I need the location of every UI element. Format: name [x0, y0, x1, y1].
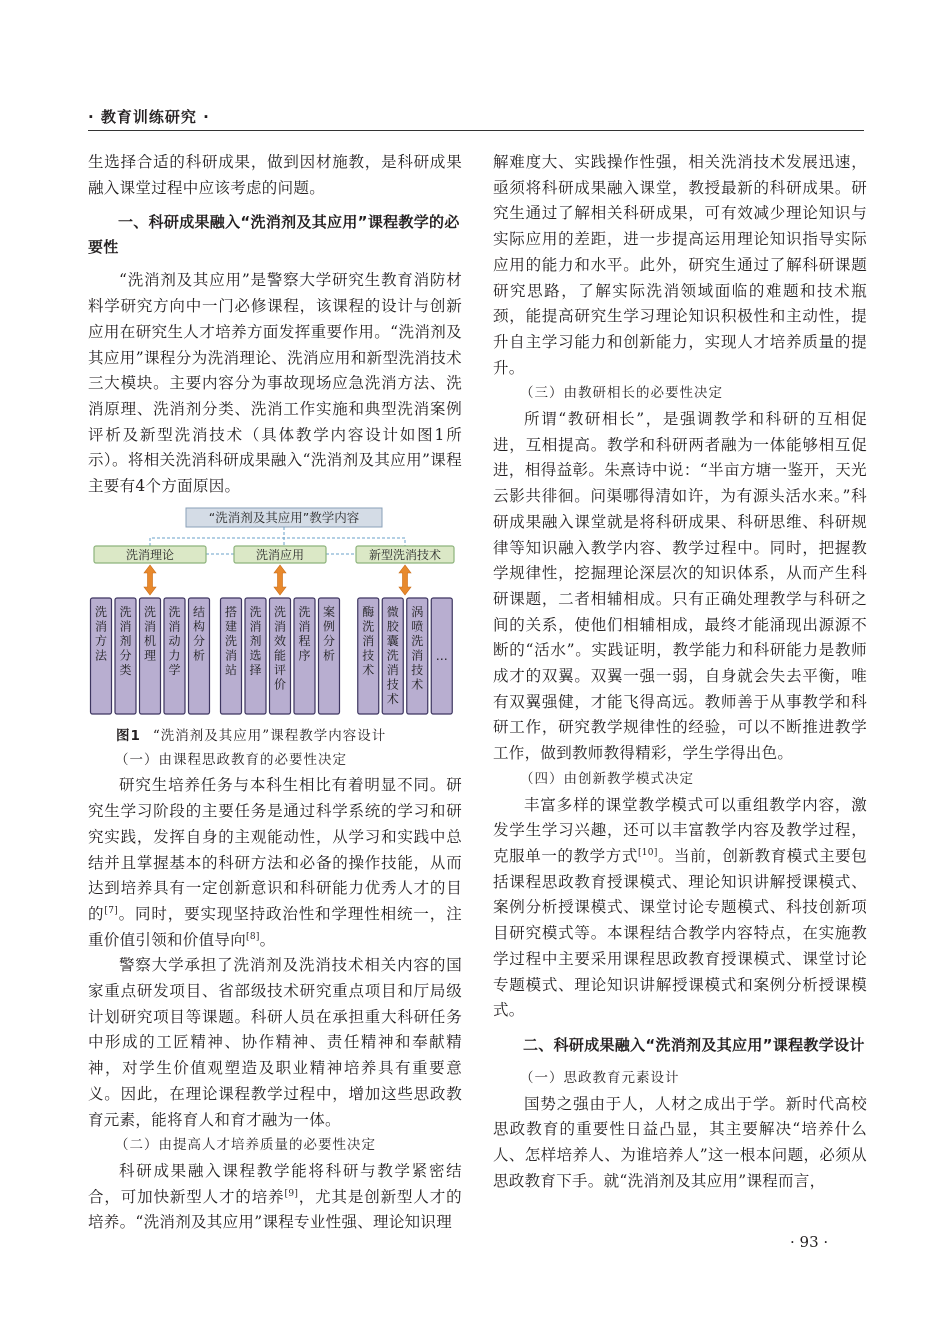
paragraph-subsection-1a: 研究生培养任务与本科生相比有着明显不同。研究生学习阶段的主要任务是通过科学系统的学习和研究实践，发挥自身的主观能动性，从学习和实践中总结并且掌握基本的科研方法和必备的操作技能，从而达到培养具有一定创新意识和科研能力优秀人才的目的[7]。同时，要实现坚持政治性和学理性相统一，注重价值引领和价值导向[8]。 — [88, 776, 462, 949]
paragraph-subsection-2a: 科研成果融入课程教学能将科研与教学紧密结合，可加快新型人才的培养[9]，尤其是创新型人才的培养。“洗消剂及其应用”课程专业性强、理论知识理 — [88, 1161, 462, 1232]
module-label-3: 新型洗消技术 — [368, 547, 442, 562]
teaching-content-diagram — [88, 502, 462, 720]
item-label-2-2: 洗消剂选择 — [249, 604, 262, 677]
citation-10: [10] — [637, 847, 658, 858]
journal-header: · 教育训练研究 · — [88, 108, 210, 126]
figure-1-caption — [88, 724, 462, 748]
module-arrow-2 — [274, 565, 286, 595]
subsection-1-title: （一）由课程思政教育的必要性决定 — [115, 751, 347, 768]
subsection-3-title: （三）由教研相长的必要性决定 — [520, 385, 723, 402]
item-label-2-5: 案例分析 — [322, 604, 336, 663]
module-label-1: 洗消理论 — [125, 547, 175, 562]
paragraph-subsection-3: 所谓“教研相长”，是强调教学和科研的互相促进，互相提高。教学和科研两者融为一体能够相互促进，相得益彰。朱熹诗中说：“半亩方塘一鉴开，天光云影共徘徊。问渠哪得清如许，为有源头活水来。”科研成果融入课堂就是将科研成果、科研思维、科研规律等知识融入教学内容、教学过程中。同时，把握教学规律性，挖掘理论深层次的知识体系，从而产生科研课题，二者相辅相成。只有正确处理教学与科研之间的关系，使他们相辅相成，最终才能涌现出源源不断的“活水”。实践证明，教学能力和科研能力是教师成才的双翼。双翼一强一弱，自身就会失去平衡，唯有双翼强健，才能飞得高远。教师善于从事教学和科研工作，研究教学规律性的经验，可以不断推进教学工作，做到教师教得精彩，学生学得出色。 — [493, 410, 867, 763]
paragraph-subsection-4: 丰富多样的课堂教学模式可以重组教学内容，激发学生学习兴趣，还可以丰富教学内容及教学过程，克服单一的教学方式[10]。当前，创新教育模式主要包括课程思政教育授课模式、理论知识讲解授课模式、案例分析授课模式、课堂讨论专题模式、科技创新项目研究模式等。本课程结合教学内容特点，在实施教学过程中主要采用课程思政教育授课模式、课堂讨论专题模式、理论知识讲解授课模式和案例分析授课模式。 — [493, 795, 868, 1020]
item-label-1-2: 洗消剂分类 — [119, 604, 132, 677]
section-1-title: 一、科研成果融入“洗消剂及其应用”课程教学的必要性 — [88, 213, 460, 257]
item-label-3-3: 涡喷洗消技术 — [411, 604, 424, 692]
right-column — [493, 150, 867, 1194]
left-column — [88, 150, 462, 1236]
item-label-1-1: 洗消方法 — [94, 604, 108, 663]
top-connector — [150, 538, 405, 546]
item-label-3-2: 微胶囊洗消技术 — [386, 604, 399, 706]
subsection-4-title: （四）由创新教学模式决定 — [520, 770, 694, 787]
diagram-title: “洗消剂及其应用”教学内容 — [208, 509, 360, 525]
paragraph-intro: 生选择合适的科研成果，做到因材施教，是科研成果融入课堂过程中应该考虑的问题。 — [88, 153, 462, 197]
subsection-2-title: （二）由提高人才培养质量的必要性决定 — [115, 1137, 376, 1154]
item-label-2-1: 搭建洗消站 — [224, 604, 238, 677]
module-label-2: 洗消应用 — [255, 547, 305, 562]
module-arrow-3 — [399, 565, 411, 595]
figure-1-diagram — [88, 502, 462, 720]
modules-group — [91, 538, 455, 714]
subsection-5-title: （一）思政教育元素设计 — [520, 1069, 680, 1086]
module-arrow-1 — [144, 565, 156, 595]
page-number: · 93 · — [790, 1233, 829, 1251]
citation-7: [7] — [104, 905, 119, 916]
item-label-1-5: 结构分析 — [192, 604, 206, 663]
caption-label: 图1 — [116, 727, 141, 744]
item-label-1-3: 洗消机理 — [143, 604, 157, 663]
item-label-3-4: … — [435, 648, 448, 663]
item-label-2-3: 洗消效能评价 — [273, 604, 287, 692]
item-label-2-4: 洗消程序 — [298, 604, 311, 663]
citation-8: [8] — [246, 931, 260, 942]
header-rule — [88, 130, 864, 131]
section-2-title: 二、科研成果融入“洗消剂及其应用”课程教学设计 — [523, 1035, 865, 1054]
citation-9: [9] — [284, 1188, 299, 1199]
item-label-3-1: 酶洗消技术 — [362, 604, 375, 677]
paragraph-subsection-5: 国势之强由于人，人材之成出于学。新时代高校思政教育的重要性日益凸显，其主要解决“培养什么人、怎样培养人、为谁培养人”这一根本问题，必须从思政教育下手。就“洗消剂及其应用”课程而言， — [493, 1094, 867, 1190]
item-label-1-4: 洗消动力学 — [168, 604, 181, 677]
paragraph-section-1: “洗消剂及其应用”是警察大学研究生教育消防材料学研究方向中一门必修课程，该课程的设计与创新应用在研究生人才培养方面发挥重要作用。“洗消剂及其应用”课程分为洗消理论、洗消应用和新型洗消技术三大模块。主要内容分为事故现场应急洗消方法、洗消原理、洗消剂分类、洗消工作实施和典型洗消案例评析及新型洗消技术（具体教学内容设计如图1所示）。将相关洗消科研成果融入“洗消剂及其应用”课程主要有4个方面原因。 — [88, 271, 462, 496]
paragraph-subsection-1b: 警察大学承担了洗消剂及洗消技术相关内容的国家重点研发项目、省部级技术研究重点项目和厅局级计划研究项目等课题。科研人员在承担重大科研任务中形成的工匠精神、协作精神、责任精神和奉献精神，对学生价值观塑造及职业精神培养具有重要意义。因此，在理论课程教学过程中，增加这些思政教育元素，能将育人和育才融为一体。 — [88, 956, 462, 1129]
caption-text: “洗消剂及其应用”课程教学内容设计 — [152, 727, 387, 744]
paragraph-continued: 解难度大、实践操作性强，相关洗消技术发展迅速，亟须将科研成果融入课堂，教授最新的科研成果。研究生通过了解相关科研成果，可有效减少理论知识与实际应用的差距，进一步提高运用理论知识指导实际应用的能力和水平。此外，研究生通过了解科研课题研究思路，了解实际洗消领域面临的难题和技术瓶颈，能提高研究生学习理论知识积极性和主动性，提升自主学习能力和创新能力，实现人才培养质量的提升。 — [493, 153, 867, 377]
